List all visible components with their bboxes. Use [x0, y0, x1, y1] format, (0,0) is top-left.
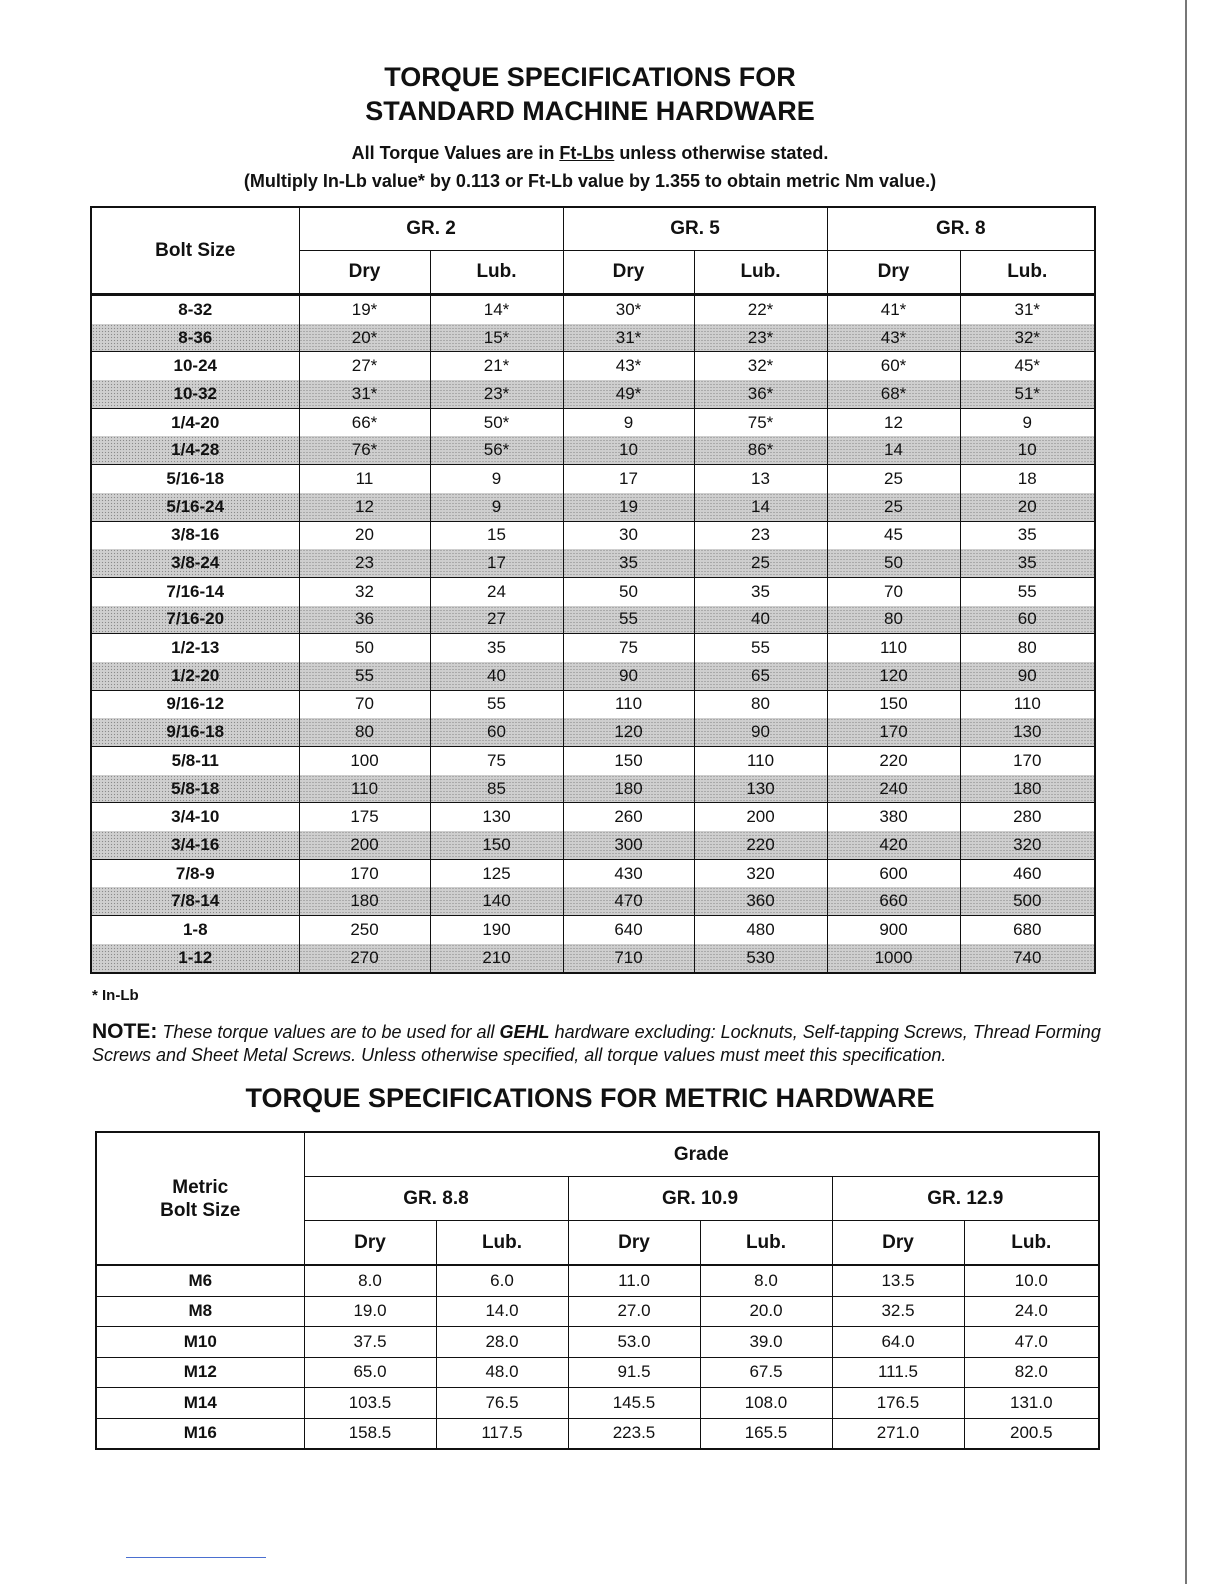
torque-value-cell: 360: [694, 887, 827, 915]
bolt-size-cell: 5/8-18: [91, 775, 299, 803]
torque-value-cell: 82.0: [964, 1357, 1099, 1388]
torque-value-cell: 65.0: [304, 1357, 436, 1388]
torque-value-cell: 180: [299, 887, 430, 915]
footnote-in-lb: * In-Lb: [92, 987, 139, 1004]
bolt-size-cell: 1-8: [91, 916, 299, 944]
torque-value-cell: 480: [694, 916, 827, 944]
torque-value-cell: 21*: [430, 352, 563, 380]
torque-value-cell: 660: [827, 887, 960, 915]
torque-value-cell: 50: [563, 577, 694, 605]
grade-header-gr2: GR. 2: [299, 207, 563, 251]
torque-value-cell: 86*: [694, 436, 827, 464]
torque-value-cell: 165.5: [700, 1418, 832, 1449]
torque-value-cell: 320: [960, 831, 1095, 859]
torque-value-cell: 56*: [430, 436, 563, 464]
margin-mark: [126, 1557, 266, 1558]
table-row: [91, 606, 1095, 634]
torque-value-cell: 43*: [563, 352, 694, 380]
torque-value-cell: 36*: [694, 380, 827, 408]
torque-value-cell: 271.0: [832, 1418, 964, 1449]
dry-header: Dry: [832, 1221, 964, 1266]
torque-value-cell: 8.0: [700, 1265, 832, 1296]
torque-value-cell: 11: [299, 465, 430, 493]
torque-value-cell: 60: [430, 718, 563, 746]
torque-value-cell: 55: [694, 634, 827, 662]
torque-value-cell: 223.5: [568, 1418, 700, 1449]
torque-value-cell: 90: [694, 718, 827, 746]
bolt-size-cell: 1/4-20: [91, 408, 299, 436]
bolt-size-cell: 1/2-13: [91, 634, 299, 662]
torque-value-cell: 50: [827, 549, 960, 577]
torque-value-cell: 30*: [563, 295, 694, 324]
torque-value-cell: 460: [960, 859, 1095, 887]
bolt-size-cell: 7/16-20: [91, 606, 299, 634]
table-row: [91, 465, 1095, 493]
torque-value-cell: 23*: [694, 324, 827, 352]
torque-value-cell: 640: [563, 916, 694, 944]
torque-value-cell: 380: [827, 803, 960, 831]
torque-value-cell: 500: [960, 887, 1095, 915]
torque-value-cell: 31*: [960, 295, 1095, 324]
dry-header: Dry: [563, 251, 694, 295]
grade-header-gr8-8: GR. 8.8: [304, 1177, 568, 1221]
bolt-size-cell: 10-32: [91, 380, 299, 408]
units-statement-pre: All Torque Values are in: [351, 143, 560, 163]
table-row: [96, 1296, 1099, 1327]
torque-value-cell: 12: [827, 408, 960, 436]
bolt-size-cell: 7/16-14: [91, 577, 299, 605]
torque-value-cell: 90: [960, 662, 1095, 690]
table-row: [91, 859, 1095, 887]
torque-value-cell: 145.5: [568, 1388, 700, 1419]
torque-value-cell: 60: [960, 606, 1095, 634]
torque-value-cell: 13.5: [832, 1265, 964, 1296]
torque-value-cell: 470: [563, 887, 694, 915]
torque-value-cell: 150: [430, 831, 563, 859]
note-text-post: hardware excluding: Locknuts, Self-tapping Screws, Thread Forming Screws and Sheet Metal Screws. Unless otherwise specified, all torque values must meet this specification.: [92, 1022, 1101, 1065]
torque-value-cell: 23: [694, 521, 827, 549]
torque-value-cell: 190: [430, 916, 563, 944]
torque-value-cell: 27: [430, 606, 563, 634]
torque-value-cell: 210: [430, 944, 563, 973]
torque-value-cell: 27*: [299, 352, 430, 380]
bolt-size-cell: M6: [96, 1265, 304, 1296]
torque-value-cell: 19*: [299, 295, 430, 324]
torque-value-cell: 17: [563, 465, 694, 493]
torque-value-cell: 32: [299, 577, 430, 605]
bolt-size-header: Bolt Size: [91, 207, 299, 295]
torque-value-cell: 55: [430, 690, 563, 718]
lub-header: Lub.: [694, 251, 827, 295]
bolt-size-cell: 10-24: [91, 352, 299, 380]
torque-value-cell: 55: [960, 577, 1095, 605]
torque-value-cell: 90: [563, 662, 694, 690]
torque-value-cell: 9: [430, 493, 563, 521]
units-statement: [0, 143, 1180, 164]
torque-value-cell: 37.5: [304, 1327, 436, 1358]
grade-header: Grade: [304, 1132, 1099, 1177]
metric-title: TORQUE SPECIFICATIONS FOR METRIC HARDWARE: [245, 1083, 935, 1113]
metric-torque-table: [95, 1131, 1100, 1450]
torque-value-cell: 200.5: [964, 1418, 1099, 1449]
torque-value-cell: 50*: [430, 408, 563, 436]
torque-value-cell: 8.0: [304, 1265, 436, 1296]
torque-value-cell: 76*: [299, 436, 430, 464]
torque-value-cell: 9: [430, 465, 563, 493]
torque-value-cell: 17: [430, 549, 563, 577]
torque-value-cell: 24: [430, 577, 563, 605]
bolt-size-cell: 3/8-16: [91, 521, 299, 549]
torque-value-cell: 10: [960, 436, 1095, 464]
torque-value-cell: 125: [430, 859, 563, 887]
table-row: [91, 493, 1095, 521]
torque-value-cell: 75: [430, 747, 563, 775]
torque-value-cell: 39.0: [700, 1327, 832, 1358]
bolt-size-cell: 3/4-16: [91, 831, 299, 859]
torque-value-cell: 70: [299, 690, 430, 718]
torque-value-cell: 25: [827, 465, 960, 493]
torque-value-cell: 130: [960, 718, 1095, 746]
torque-value-cell: 111.5: [832, 1357, 964, 1388]
torque-value-cell: 117.5: [436, 1418, 568, 1449]
table-row: [91, 352, 1095, 380]
torque-value-cell: 740: [960, 944, 1095, 973]
torque-value-cell: 32*: [960, 324, 1095, 352]
bolt-size-cell: M16: [96, 1418, 304, 1449]
torque-value-cell: 110: [960, 690, 1095, 718]
torque-value-cell: 120: [827, 662, 960, 690]
table-row: [91, 380, 1095, 408]
torque-value-cell: 220: [694, 831, 827, 859]
torque-value-cell: 200: [299, 831, 430, 859]
bolt-size-cell: 8-36: [91, 324, 299, 352]
torque-value-cell: 200: [694, 803, 827, 831]
torque-value-cell: 55: [299, 662, 430, 690]
bolt-size-cell: M10: [96, 1327, 304, 1358]
note-paragraph: [92, 1020, 1112, 1067]
bolt-size-cell: 5/16-18: [91, 465, 299, 493]
torque-value-cell: 25: [694, 549, 827, 577]
torque-value-cell: 140: [430, 887, 563, 915]
torque-value-cell: 51*: [960, 380, 1095, 408]
torque-value-cell: 14*: [430, 295, 563, 324]
table-row: [91, 887, 1095, 915]
torque-value-cell: 45*: [960, 352, 1095, 380]
table-row: [91, 549, 1095, 577]
table-row: [91, 521, 1095, 549]
torque-value-cell: 108.0: [700, 1388, 832, 1419]
torque-value-cell: 76.5: [436, 1388, 568, 1419]
table-row: [91, 634, 1095, 662]
note-brand: GEHL: [499, 1022, 550, 1042]
table-row: [91, 747, 1095, 775]
torque-value-cell: 300: [563, 831, 694, 859]
dry-header: Dry: [299, 251, 430, 295]
torque-value-cell: 13: [694, 465, 827, 493]
lub-header: Lub.: [436, 1221, 568, 1266]
torque-value-cell: 1000: [827, 944, 960, 973]
torque-value-cell: 32*: [694, 352, 827, 380]
torque-value-cell: 130: [430, 803, 563, 831]
torque-value-cell: 260: [563, 803, 694, 831]
torque-value-cell: 91.5: [568, 1357, 700, 1388]
torque-value-cell: 170: [827, 718, 960, 746]
torque-value-cell: 28.0: [436, 1327, 568, 1358]
dry-header: Dry: [304, 1221, 436, 1266]
bolt-size-cell: 5/8-11: [91, 747, 299, 775]
bolt-size-cell: 1/2-20: [91, 662, 299, 690]
torque-value-cell: 10: [563, 436, 694, 464]
lub-header: Lub.: [700, 1221, 832, 1266]
table-row: [96, 1388, 1099, 1419]
table-row: [91, 944, 1095, 973]
torque-value-cell: 20: [960, 493, 1095, 521]
torque-value-cell: 11.0: [568, 1265, 700, 1296]
grade-header-gr5: GR. 5: [563, 207, 827, 251]
torque-value-cell: 48.0: [436, 1357, 568, 1388]
table-row: [91, 831, 1095, 859]
torque-value-cell: 31*: [299, 380, 430, 408]
table-row: [91, 916, 1095, 944]
torque-value-cell: 320: [694, 859, 827, 887]
torque-value-cell: 20*: [299, 324, 430, 352]
torque-value-cell: 120: [563, 718, 694, 746]
table-row: [91, 324, 1095, 352]
torque-value-cell: 22*: [694, 295, 827, 324]
torque-value-cell: 75: [563, 634, 694, 662]
torque-value-cell: 20: [299, 521, 430, 549]
torque-value-cell: 30: [563, 521, 694, 549]
bolt-size-cell: 8-32: [91, 295, 299, 324]
table-row: [96, 1357, 1099, 1388]
torque-value-cell: 65: [694, 662, 827, 690]
table-row: [91, 690, 1095, 718]
torque-value-cell: 80: [694, 690, 827, 718]
torque-value-cell: 15*: [430, 324, 563, 352]
torque-value-cell: 23: [299, 549, 430, 577]
bolt-size-cell: 9/16-12: [91, 690, 299, 718]
torque-value-cell: 9: [563, 408, 694, 436]
torque-value-cell: 130: [694, 775, 827, 803]
torque-value-cell: 10.0: [964, 1265, 1099, 1296]
torque-value-cell: 70: [827, 577, 960, 605]
table-row: [91, 775, 1095, 803]
metric-bolt-size-header: Metric Bolt Size: [96, 1132, 304, 1265]
lub-header: Lub.: [960, 251, 1095, 295]
torque-value-cell: 270: [299, 944, 430, 973]
torque-value-cell: 80: [299, 718, 430, 746]
torque-value-cell: 31*: [563, 324, 694, 352]
torque-value-cell: 80: [960, 634, 1095, 662]
torque-value-cell: 180: [960, 775, 1095, 803]
table-row: [96, 1418, 1099, 1449]
torque-value-cell: 47.0: [964, 1327, 1099, 1358]
torque-value-cell: 110: [299, 775, 430, 803]
bolt-size-cell: 7/8-9: [91, 859, 299, 887]
page-title-line2: STANDARD MACHINE HARDWARE: [365, 96, 815, 126]
torque-value-cell: 110: [563, 690, 694, 718]
torque-value-cell: 35: [960, 549, 1095, 577]
torque-value-cell: 180: [563, 775, 694, 803]
bolt-size-cell: 9/16-18: [91, 718, 299, 746]
bolt-size-cell: 7/8-14: [91, 887, 299, 915]
torque-value-cell: 710: [563, 944, 694, 973]
torque-value-cell: 35: [694, 577, 827, 605]
torque-value-cell: 103.5: [304, 1388, 436, 1419]
metric-table-body: [96, 1265, 1099, 1449]
torque-value-cell: 24.0: [964, 1296, 1099, 1327]
torque-value-cell: 110: [827, 634, 960, 662]
table-row: [91, 662, 1095, 690]
torque-value-cell: 131.0: [964, 1388, 1099, 1419]
torque-value-cell: 32.5: [832, 1296, 964, 1327]
torque-value-cell: 170: [960, 747, 1095, 775]
torque-value-cell: 50: [299, 634, 430, 662]
torque-value-cell: 158.5: [304, 1418, 436, 1449]
lub-header: Lub.: [430, 251, 563, 295]
torque-value-cell: 14.0: [436, 1296, 568, 1327]
torque-value-cell: 85: [430, 775, 563, 803]
torque-value-cell: 175: [299, 803, 430, 831]
torque-value-cell: 19: [563, 493, 694, 521]
torque-value-cell: 35: [960, 521, 1095, 549]
bolt-size-cell: 1-12: [91, 944, 299, 973]
torque-value-cell: 14: [694, 493, 827, 521]
units-ft-lbs: Ft-Lbs: [559, 143, 615, 163]
units-statement-post: unless otherwise stated.: [614, 143, 829, 163]
torque-value-cell: 40: [694, 606, 827, 634]
torque-value-cell: 6.0: [436, 1265, 568, 1296]
torque-value-cell: 55: [563, 606, 694, 634]
grade-header-gr8: GR. 8: [827, 207, 1095, 251]
table-row: [91, 577, 1095, 605]
table-row: [91, 295, 1095, 324]
bolt-size-cell: M8: [96, 1296, 304, 1327]
torque-value-cell: 53.0: [568, 1327, 700, 1358]
torque-value-cell: 43*: [827, 324, 960, 352]
bolt-size-cell: M12: [96, 1357, 304, 1388]
table-row: [91, 408, 1095, 436]
conversion-statement: (Multiply In-Lb value* by 0.113 or Ft-Lb value by 1.355 to obtain metric Nm value.): [243, 171, 937, 191]
torque-value-cell: 110: [694, 747, 827, 775]
table-row: [91, 803, 1095, 831]
note-label: NOTE:: [92, 1020, 158, 1043]
standard-torque-table: [90, 206, 1096, 974]
table-row: [96, 1265, 1099, 1296]
table-row: [91, 718, 1095, 746]
torque-value-cell: 900: [827, 916, 960, 944]
note-text: [92, 1022, 1101, 1065]
torque-value-cell: 36: [299, 606, 430, 634]
dry-header: Dry: [827, 251, 960, 295]
torque-value-cell: 68*: [827, 380, 960, 408]
torque-value-cell: 80: [827, 606, 960, 634]
lub-header: Lub.: [964, 1221, 1099, 1266]
torque-value-cell: 49*: [563, 380, 694, 408]
torque-value-cell: 12: [299, 493, 430, 521]
bolt-size-cell: 3/4-10: [91, 803, 299, 831]
torque-value-cell: 176.5: [832, 1388, 964, 1419]
torque-value-cell: 45: [827, 521, 960, 549]
torque-value-cell: 25: [827, 493, 960, 521]
note-text-pre: These torque values are to be used for all: [162, 1022, 500, 1042]
torque-value-cell: 15: [430, 521, 563, 549]
standard-table-body: [91, 295, 1095, 973]
bolt-size-cell: 3/8-24: [91, 549, 299, 577]
torque-value-cell: 9: [960, 408, 1095, 436]
torque-value-cell: 250: [299, 916, 430, 944]
torque-value-cell: 35: [563, 549, 694, 577]
page-title-line1: TORQUE SPECIFICATIONS FOR: [384, 62, 796, 92]
torque-value-cell: 240: [827, 775, 960, 803]
torque-value-cell: 19.0: [304, 1296, 436, 1327]
torque-value-cell: 680: [960, 916, 1095, 944]
torque-value-cell: 18: [960, 465, 1095, 493]
table-row: [91, 436, 1095, 464]
torque-value-cell: 170: [299, 859, 430, 887]
torque-value-cell: 20.0: [700, 1296, 832, 1327]
torque-value-cell: 420: [827, 831, 960, 859]
bolt-size-cell: 1/4-28: [91, 436, 299, 464]
grade-header-gr10-9: GR. 10.9: [568, 1177, 832, 1221]
torque-value-cell: 530: [694, 944, 827, 973]
torque-value-cell: 75*: [694, 408, 827, 436]
torque-value-cell: 67.5: [700, 1357, 832, 1388]
torque-value-cell: 64.0: [832, 1327, 964, 1358]
torque-value-cell: 150: [827, 690, 960, 718]
torque-value-cell: 100: [299, 747, 430, 775]
torque-value-cell: 600: [827, 859, 960, 887]
torque-value-cell: 220: [827, 747, 960, 775]
torque-value-cell: 41*: [827, 295, 960, 324]
torque-value-cell: 14: [827, 436, 960, 464]
torque-value-cell: 280: [960, 803, 1095, 831]
torque-value-cell: 430: [563, 859, 694, 887]
torque-value-cell: 150: [563, 747, 694, 775]
table-row: [96, 1327, 1099, 1358]
torque-value-cell: 27.0: [568, 1296, 700, 1327]
dry-header: Dry: [568, 1221, 700, 1266]
torque-value-cell: 23*: [430, 380, 563, 408]
grade-header-gr12-9: GR. 12.9: [832, 1177, 1099, 1221]
torque-value-cell: 60*: [827, 352, 960, 380]
torque-value-cell: 40: [430, 662, 563, 690]
torque-value-cell: 35: [430, 634, 563, 662]
bolt-size-cell: 5/16-24: [91, 493, 299, 521]
page-edge-line: [1185, 0, 1187, 1584]
bolt-size-cell: M14: [96, 1388, 304, 1419]
torque-value-cell: 66*: [299, 408, 430, 436]
